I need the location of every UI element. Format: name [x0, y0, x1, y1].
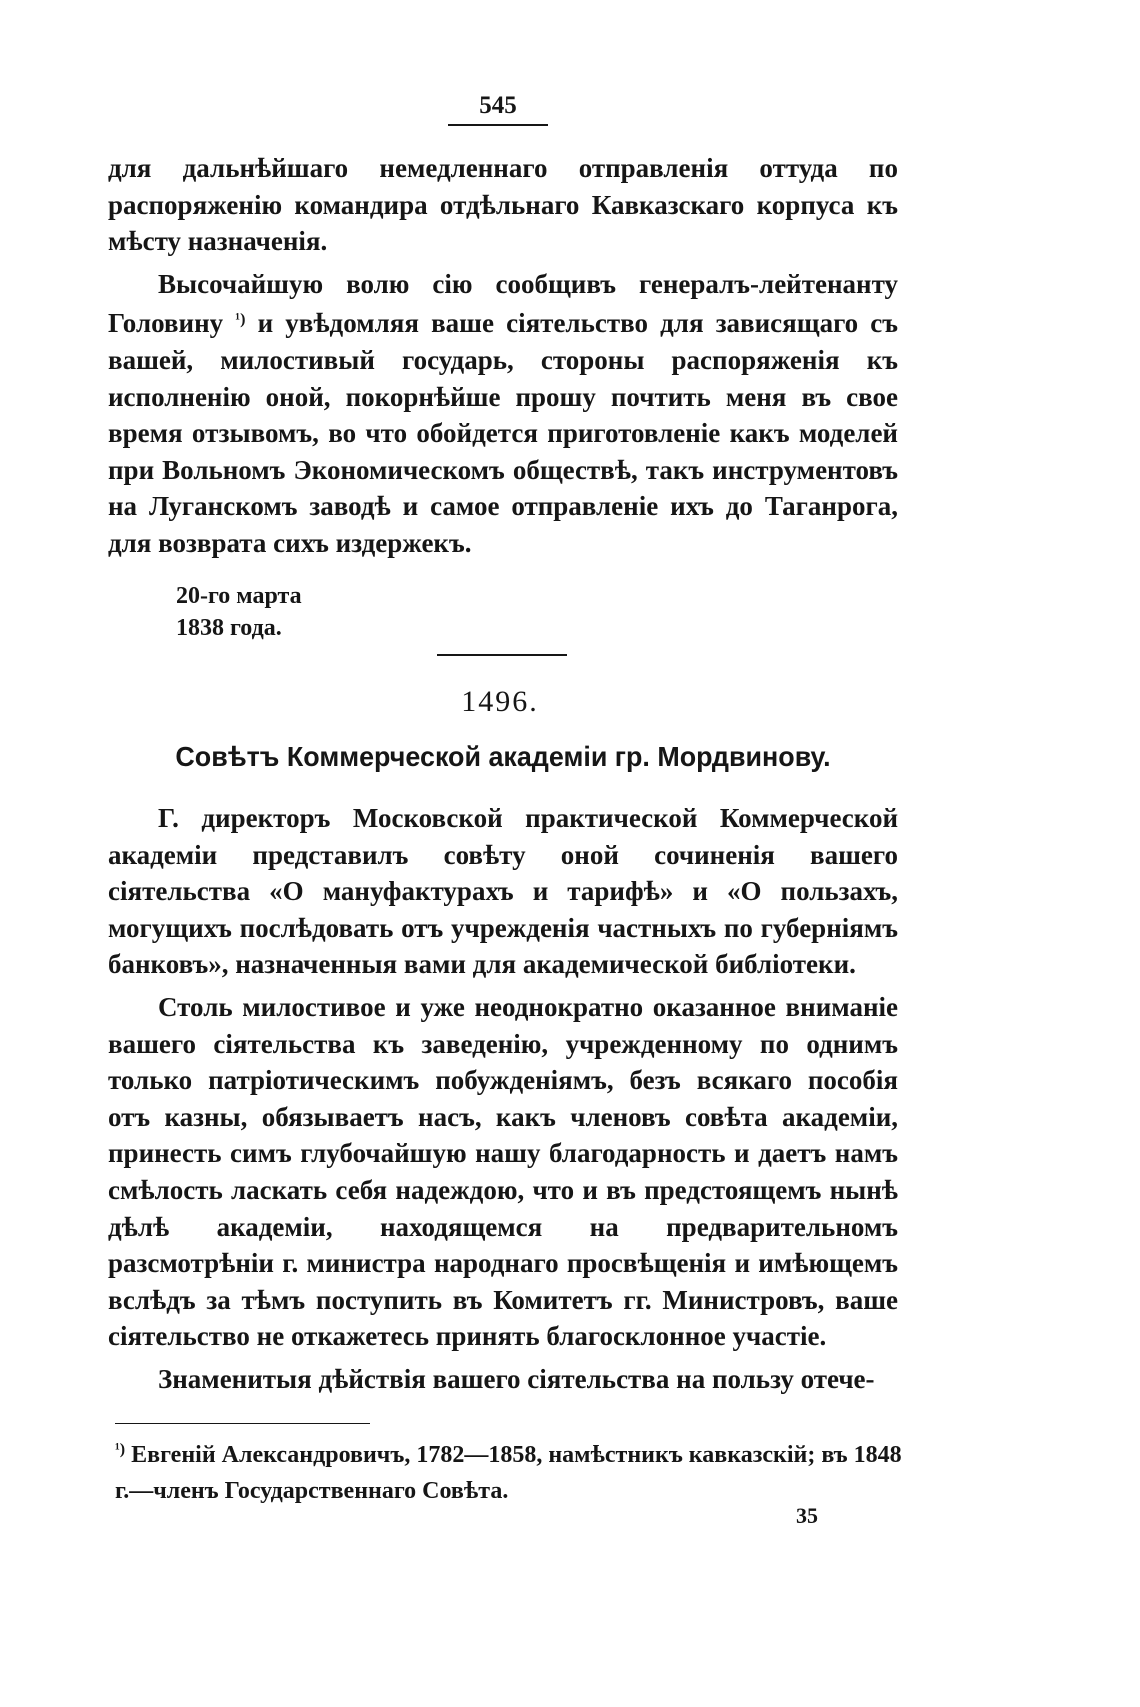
page-number: 545	[448, 92, 548, 126]
date-day: 20-го марта	[176, 583, 302, 609]
main-paragraph	[108, 266, 898, 562]
footnote	[115, 1432, 905, 1509]
paragraph-2: Столь милостивое и уже неоднократно оказанное вниманіе вашего сіятельства къ заведенію, учрежденному по однимъ только патріотическимъ побужденіямъ, безъ всякаго пособія отъ казны, обязываетъ насъ, какъ членовъ совѣта академіи, принесть симъ глубочайшую нашу благодарность и даетъ намъ смѣлость ласкать себя надеждою, что и въ предстоящемъ нынѣ дѣлѣ академіи, находящемся на предварительномъ разсмотрѣніи г. министра народнаго просвѣщенія и имѣющемъ вслѣдъ за тѣмъ поступить въ Комитетъ гг. Министровъ, ваше сіятельство не откажетесь принять благосклонное участіе.	[108, 991, 898, 1352]
date-year: 1838 года.	[176, 615, 282, 641]
footnote-marker: ¹)	[115, 1441, 126, 1458]
paragraph-3: Знаменитыя дѣйствія вашего сіятельства на пользу отече-	[158, 1363, 875, 1394]
footnote-rule	[115, 1423, 370, 1424]
document-number: 1496.	[461, 685, 539, 718]
letter-1-body	[108, 150, 898, 562]
document-title: Совѣтъ Коммерческой академіи гр. Мордвинову.	[175, 741, 831, 772]
continuation-paragraph: для дальнѣйшаго немедленнаго отправленія оттуда по распоряженію командира отдѣльнаго Кавказскаго корпуса къ мѣсту назначенія.	[108, 153, 898, 257]
section-divider	[437, 654, 567, 656]
main-paragraph-text-2: и увѣдомляя ваше сіятельство для зависящаго съ вашей, милостивый государь, стороны распоряженія къ исполненію оной, покорнѣйше прошу почтить меня въ свое время отзывомъ, во что обойдется приготовленіе какъ моделей при Вольномъ Экономическомъ обществѣ, такъ инструментовъ на Луганскомъ заводѣ и самое отправленіе ихъ до Таганрога, для возврата сихъ издержекъ.	[108, 308, 899, 558]
footnote-text: Евгеній Александровичъ, 1782—1858, намѣстникъ кавказскій; въ 1848 г.—членъ Государственнаго Совѣта.	[115, 1442, 902, 1504]
main-paragraph-text-1: Высочайшую волю сію сообщивъ генералъ-лейтенанту Головину	[108, 268, 898, 339]
letter-2-body	[108, 800, 898, 1398]
signature-mark: 35	[796, 1503, 818, 1528]
paragraph-1: Г. директоръ Московской практической Коммерческой академіи представилъ совѣту оной сочиненія вашего сіятельства «О мануфактурахъ и тарифѣ» и «О пользахъ, могущихъ послѣдовать отъ учрежденія частныхъ по губерніямъ банковъ», назначенныя вами для академической библіотеки.	[108, 803, 898, 980]
footnote-reference: ¹)	[235, 311, 246, 329]
